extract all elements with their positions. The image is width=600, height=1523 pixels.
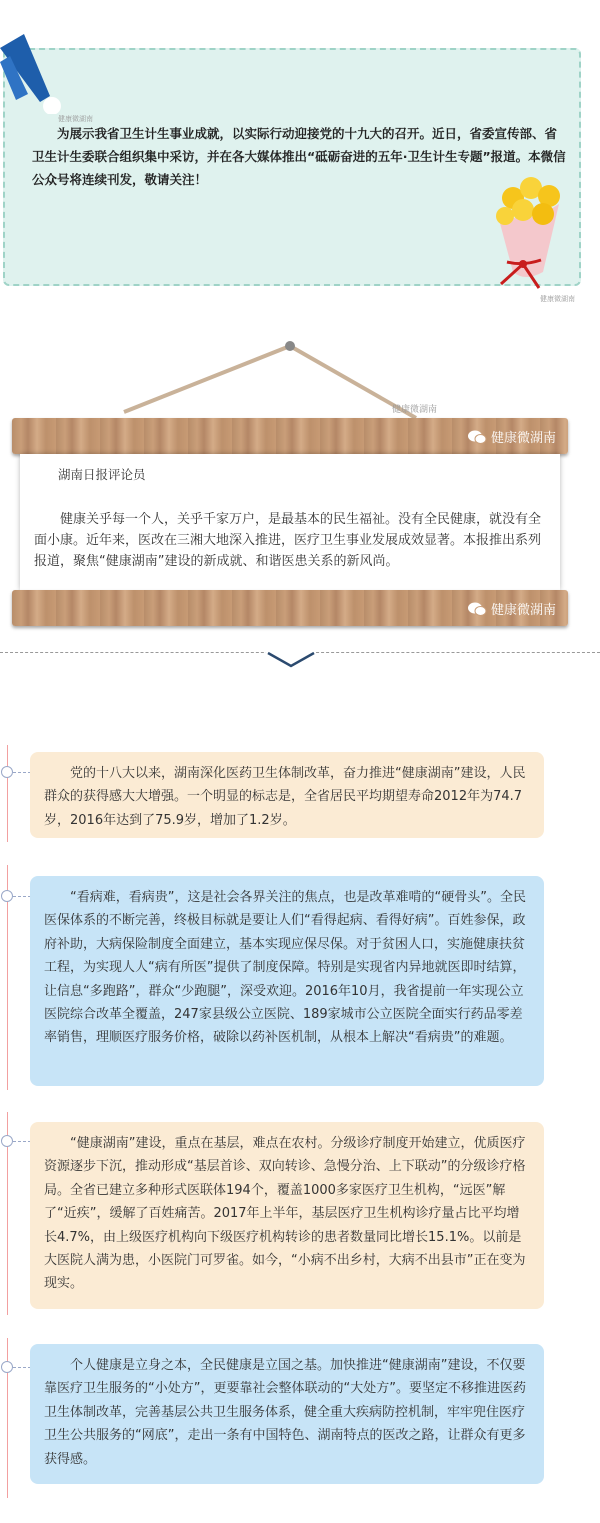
scroll-body: 健康关乎每一个人，关乎千家万户，是最基本的民生福祉。没有全民健康，就没有全面小康。近年来，医改在三湘大地深入推进，医疗卫生事业发展成效显著。本报推出系列报道，聚焦“健康湖南”建设的新成就、和谐医患关系的新风尚。 [34,512,542,569]
wechat-icon [467,429,487,445]
watermark-text: 健康微湖南 [58,115,93,123]
timeline-line [7,745,8,842]
flower-bouquet-icon [485,170,575,295]
scroll-brand-label-bottom: 健康微湖南 [490,603,556,618]
intro-text: 为展示我省卫生计生事业成就，以实际行动迎接党的十九大的召开。近日，省委宣传部、省卫生计生委联合组织集中采访，并在各大媒体推出“砥砺奋进的五年·卫生计生专题”报道。本微信公众号将连续刊发，敬请关注！ [32,126,566,187]
timeline-dot [1,1361,13,1373]
scroll-bottom-bar [12,590,568,626]
timeline-dot [1,766,13,778]
section-card-3: “健康湖南”建设，重点在基层，难点在农村。分级诊疗制度开始建立，优质医疗资源逐步下沉，推动形成“基层首诊、双向转诊、急慢分治、上下联动”的分级诊疗格局。全省已建立多种形式医联体194个，覆盖1000多家医疗卫生机构，“远医”解了“近疾”，缓解了百姓痛苦。2017年上半年，基层医疗卫生机构诊疗量占比平均增长4.7%，由上级医疗机构向下级医疗机构转诊的患者数量同比增长15.1%。以前是大医院人满为患，小医院门可罗雀。如今，“小病不出乡村，大病不出县市”正在变为现实。 [30,1122,544,1309]
ribbon-decoration-icon [0,34,70,114]
scroll-brand-bottom [467,599,556,618]
section-card-2: “看病难，看病贵”，这是社会各界关注的焦点，也是改革难啃的“硬骨头”。全民医保体系的不断完善，终极目标就是要让人们“看得起病、看得好病”。百姓参保，政府补助，大病保险制度全面建立，基本实现应保尽保。对于贫困人口，实施健康扶贫工程，为实现人人“病有所医”提供了制度保障。特别是实现省内异地就医即时结算，让信息“多跑路”，群众“少跑腿”，深受欢迎。2016年10月，我省提前一年实现公立医院综合改革全覆盖，247家县级公立医院、189家城市公立医院全面实行药品零差率销售，理顺医疗服务价格，破除以药补医机制，从根本上解决“看病贵”的难题。 [30,876,544,1086]
timeline-connector [13,1367,31,1368]
scroll-author: 湖南日报评论员 [58,467,146,482]
timeline-connector [13,896,31,897]
timeline-connector [13,772,31,773]
timeline-dot [1,1135,13,1147]
wechat-icon [467,601,487,617]
scroll-brand-top [467,427,556,446]
chevron-down-icon [266,651,316,669]
timeline-dot [1,890,13,902]
scroll-brand-label: 健康微湖南 [490,431,556,446]
timeline-connector [13,1141,31,1142]
watermark-text-2: 健康微湖南 [540,295,575,303]
hanging-string-icon [120,338,420,418]
section-card-1: 党的十八大以来，湖南深化医药卫生体制改革，奋力推进“健康湖南”建设，人民群众的获得感大大增强。一个明显的标志是，全省居民平均期望寿命2012年为74.7岁，2016年达到了75.9岁，增加了1.2岁。 [30,752,544,838]
section-card-4: 个人健康是立身之本，全民健康是立国之基。加快推进“健康湖南”建设，不仅要靠医疗卫生服务的“小处方”，更要靠社会整体联动的“大处方”。要坚定不移推进医药卫生体制改革，完善基层公共卫生服务体系，健全重大疾病防控机制，牢牢兜住医疗卫生公共服务的“网底”，走出一条有中国特色、湖南特点的医改之路，让群众有更多获得感。 [30,1344,544,1484]
scroll-top-bar [12,418,568,454]
scroll-watermark: 健康微湖南 [392,405,438,415]
